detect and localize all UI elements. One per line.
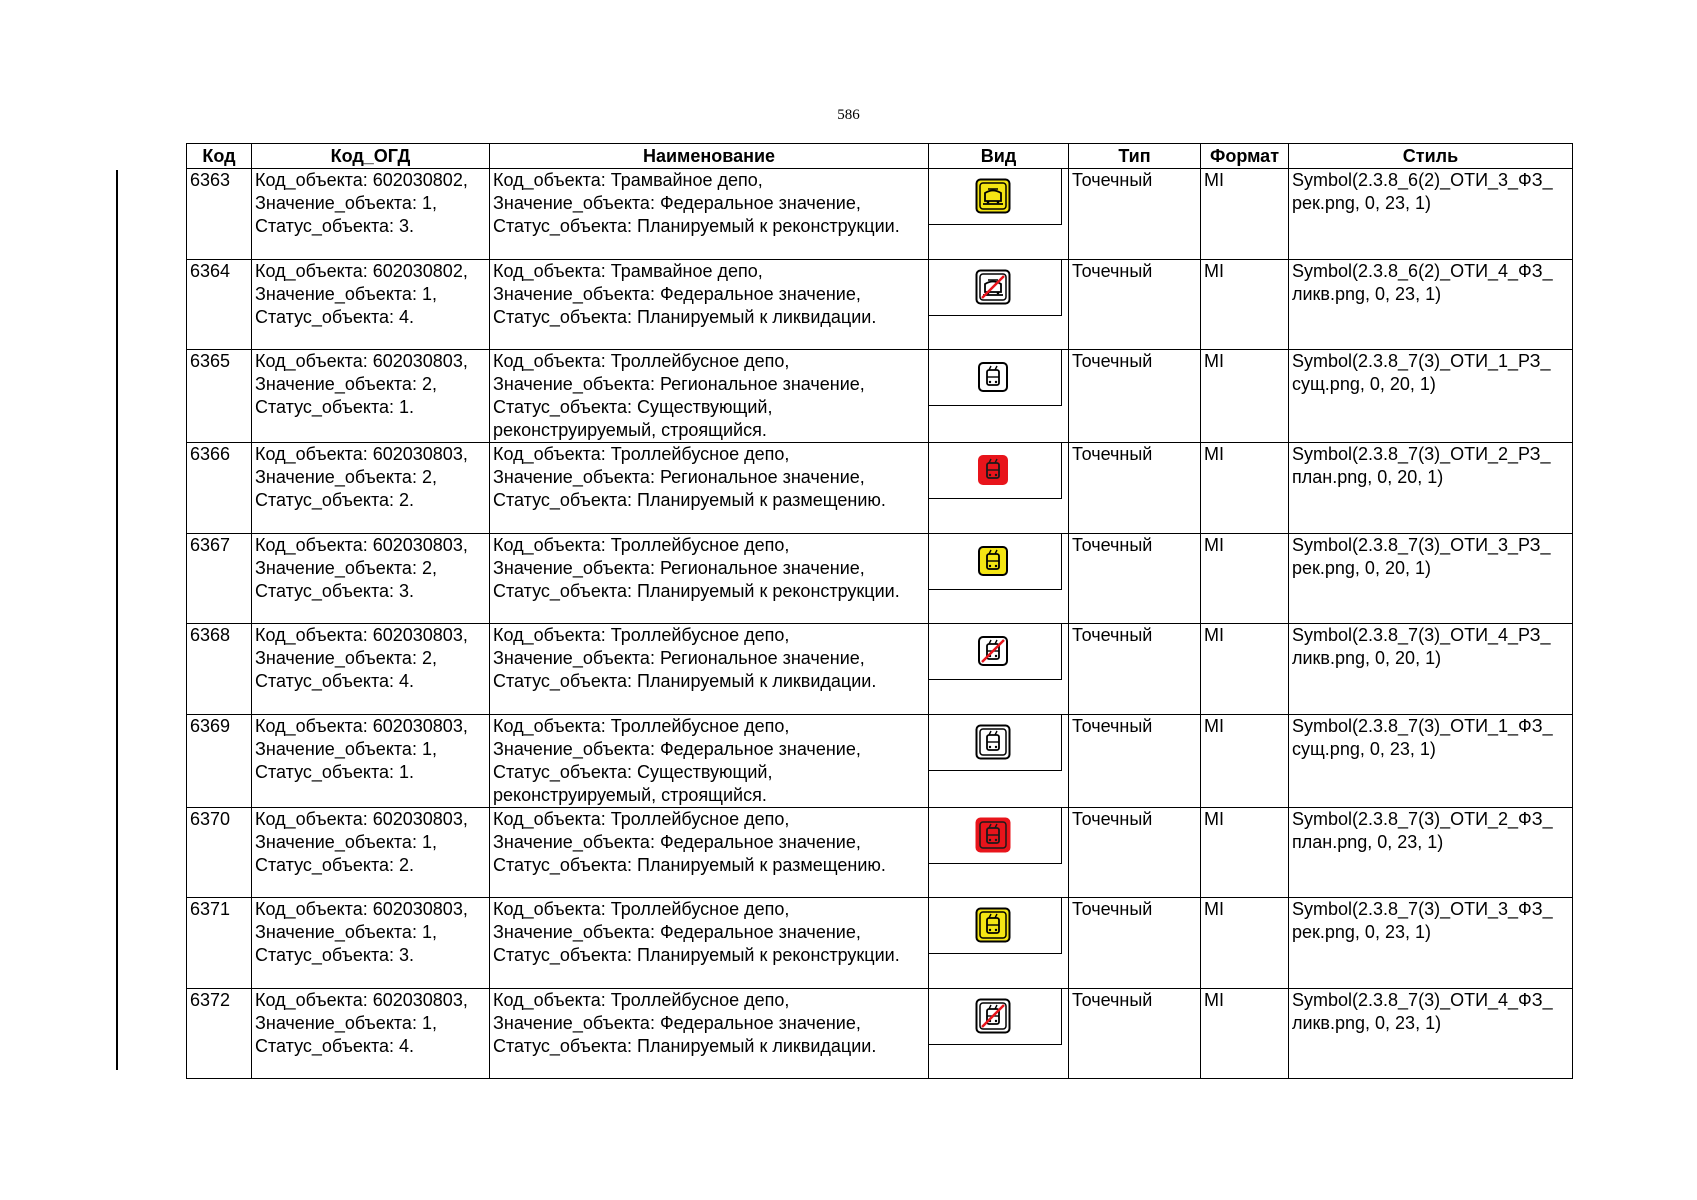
type-cell: Точечный <box>1069 807 1201 898</box>
format-cell: MI <box>1201 988 1289 1079</box>
name-cell <box>490 259 929 350</box>
name-cell-line: Значение_объекта: Федеральное значение, <box>493 922 861 942</box>
style-cell-line: ликв.png, 0, 23, 1) <box>1292 1012 1442 1033</box>
style-cell-line: Symbol(2.3.8_7(3)_ОТИ_3_ФЗ_ <box>1292 899 1553 919</box>
code-ogd-cell <box>252 988 490 1079</box>
name-cell-line: Код_объекта: Троллейбусное депо, <box>493 444 790 464</box>
code-ogd-cell-line: Код_объекта: 602030803, <box>255 625 468 645</box>
format-cell: MI <box>1201 259 1289 350</box>
style-cell <box>1289 533 1573 624</box>
name-cell-line: Статус_объекта: Планируемый к ликвидации. <box>493 671 877 691</box>
code-ogd-cell-line: Значение_объекта: 1, <box>255 831 437 852</box>
name-cell-line: Статус_объекта: Существующий, <box>493 397 773 417</box>
format-cell: MI <box>1201 714 1289 807</box>
name-cell-line: Статус_объекта: Планируемый к размещению. <box>493 490 886 510</box>
code-ogd-cell-line: Значение_объекта: 1, <box>255 283 437 304</box>
type-cell: Точечный <box>1069 259 1201 350</box>
code-ogd-cell-line: Значение_объекта: 1, <box>255 193 437 213</box>
code-ogd-cell-line: Статус_объекта: 4. <box>255 1035 415 1056</box>
view-cell <box>929 350 1069 443</box>
format-cell: MI <box>1201 624 1289 715</box>
code-ogd-cell-line: Код_объекта: 602030803, <box>255 808 468 829</box>
code-ogd-cell-line: Значение_объекта: 1, <box>255 738 437 759</box>
style-cell <box>1289 259 1573 350</box>
name-cell <box>490 898 929 989</box>
style-cell <box>1289 898 1573 989</box>
trolleybus-depot-icon <box>975 359 1011 395</box>
table-row <box>187 533 1573 624</box>
style-cell-line: рек.png, 0, 23, 1) <box>1292 193 1431 213</box>
table-row <box>187 169 1573 260</box>
name-cell-line: Код_объекта: Троллейбусное депо, <box>493 625 790 645</box>
style-cell-line: ликв.png, 0, 20, 1) <box>1292 648 1442 668</box>
type-cell: Точечный <box>1069 714 1201 807</box>
style-cell-line: ликв.png, 0, 23, 1) <box>1292 283 1442 304</box>
view-cell <box>929 259 1069 350</box>
code-ogd-cell <box>252 169 490 260</box>
symbol-frame <box>929 715 1062 771</box>
tram-depot-liquidation-icon <box>975 269 1011 305</box>
name-cell-line: Значение_объекта: Федеральное значение, <box>493 1012 861 1033</box>
type-cell: Точечный <box>1069 533 1201 624</box>
code-ogd-cell-line: Код_объекта: 602030802, <box>255 170 468 190</box>
style-cell <box>1289 807 1573 898</box>
type-cell: Точечный <box>1069 443 1201 534</box>
symbol-frame <box>929 808 1062 864</box>
table-header-row <box>187 144 1573 169</box>
style-cell <box>1289 443 1573 534</box>
trolleybus-depot-federal-planned-icon <box>975 817 1011 853</box>
name-cell <box>490 714 929 807</box>
code-ogd-cell-line: Значение_объекта: 1, <box>255 922 437 942</box>
code-ogd-cell-line: Статус_объекта: 2. <box>255 490 415 510</box>
name-cell-line: реконструируемый, строящийся. <box>493 420 767 440</box>
style-cell-line: Symbol(2.3.8_7(3)_ОТИ_3_РЗ_ <box>1292 534 1551 555</box>
code-ogd-cell-line: Статус_объекта: 4. <box>255 306 415 327</box>
page-number: 586 <box>837 107 860 123</box>
code-ogd-cell-line: Статус_объекта: 1. <box>255 397 415 417</box>
table-row <box>187 898 1573 989</box>
code-ogd-cell <box>252 350 490 443</box>
trolleybus-depot-reconstruction-icon <box>975 543 1011 579</box>
symbol-frame <box>929 534 1062 590</box>
view-cell <box>929 169 1069 260</box>
code-ogd-cell-line: Статус_объекта: 3. <box>255 945 415 965</box>
header-code-ogd: Код_ОГД <box>252 144 490 169</box>
symbol-frame <box>929 898 1062 954</box>
code-ogd-cell-line: Код_объекта: 602030803, <box>255 989 468 1010</box>
code-ogd-cell <box>252 898 490 989</box>
name-cell-line: Статус_объекта: Планируемый к реконструкции. <box>493 580 900 601</box>
type-cell: Точечный <box>1069 898 1201 989</box>
name-cell-line: Код_объекта: Трамвайное депо, <box>493 260 763 281</box>
name-cell <box>490 807 929 898</box>
code-cell: 6365 <box>187 350 252 443</box>
name-cell-line: Статус_объекта: Планируемый к реконструкции. <box>493 945 900 965</box>
code-cell: 6367 <box>187 533 252 624</box>
style-cell <box>1289 624 1573 715</box>
code-ogd-cell <box>252 624 490 715</box>
style-cell <box>1289 350 1573 443</box>
trolleybus-depot-federal-liquidation-icon <box>975 998 1011 1034</box>
table-row <box>187 350 1573 443</box>
style-cell <box>1289 714 1573 807</box>
style-cell-line: рек.png, 0, 20, 1) <box>1292 557 1431 578</box>
type-cell: Точечный <box>1069 624 1201 715</box>
format-cell: MI <box>1201 350 1289 443</box>
name-cell-line: Код_объекта: Троллейбусное депо, <box>493 808 790 829</box>
code-ogd-cell-line: Значение_объекта: 2, <box>255 467 437 487</box>
symbol-frame <box>929 443 1062 499</box>
name-cell-line: Значение_объекта: Региональное значение, <box>493 467 865 487</box>
code-ogd-cell <box>252 807 490 898</box>
table-row <box>187 988 1573 1079</box>
style-cell <box>1289 988 1573 1079</box>
symbol-frame <box>929 624 1062 680</box>
type-cell: Точечный <box>1069 350 1201 443</box>
name-cell-line: Код_объекта: Троллейбусное депо, <box>493 899 790 919</box>
type-cell: Точечный <box>1069 169 1201 260</box>
code-cell: 6368 <box>187 624 252 715</box>
view-cell <box>929 624 1069 715</box>
code-cell: 6364 <box>187 259 252 350</box>
name-cell <box>490 533 929 624</box>
name-cell-line: Код_объекта: Троллейбусное депо, <box>493 715 790 736</box>
code-ogd-cell-line: Код_объекта: 602030802, <box>255 260 468 281</box>
symbol-frame <box>929 260 1062 316</box>
code-ogd-cell-line: Код_объекта: 602030803, <box>255 715 468 736</box>
code-ogd-cell-line: Код_объекта: 602030803, <box>255 899 468 919</box>
tram-depot-icon <box>975 178 1011 214</box>
table-row <box>187 259 1573 350</box>
code-cell: 6371 <box>187 898 252 989</box>
code-ogd-cell <box>252 533 490 624</box>
name-cell <box>490 169 929 260</box>
code-ogd-cell-line: Статус_объекта: 4. <box>255 671 415 691</box>
code-ogd-cell-line: Код_объекта: 602030803, <box>255 444 468 464</box>
style-cell-line: Symbol(2.3.8_6(2)_ОТИ_4_ФЗ_ <box>1292 260 1553 281</box>
name-cell-line: Значение_объекта: Федеральное значение, <box>493 283 861 304</box>
trolleybus-depot-federal-icon <box>975 724 1011 760</box>
name-cell-line: Код_объекта: Троллейбусное депо, <box>493 534 790 555</box>
name-cell-line: Значение_объекта: Региональное значение, <box>493 374 865 394</box>
symbol-frame <box>929 989 1062 1045</box>
name-cell <box>490 624 929 715</box>
name-cell-line: Значение_объекта: Региональное значение, <box>493 557 865 578</box>
name-cell-line: Значение_объекта: Федеральное значение, <box>493 831 861 852</box>
style-cell-line: сущ.png, 0, 20, 1) <box>1292 374 1436 394</box>
style-cell <box>1289 169 1573 260</box>
code-ogd-cell-line: Значение_объекта: 2, <box>255 557 437 578</box>
format-cell: MI <box>1201 533 1289 624</box>
view-cell <box>929 714 1069 807</box>
view-cell <box>929 807 1069 898</box>
margin-line <box>116 170 118 1070</box>
trolleybus-depot-liquidation-icon <box>975 633 1011 669</box>
style-cell-line: Symbol(2.3.8_7(3)_ОТИ_1_ФЗ_ <box>1292 715 1553 736</box>
header-code: Код <box>187 144 252 169</box>
name-cell-line: Код_объекта: Троллейбусное депо, <box>493 989 790 1010</box>
code-cell: 6363 <box>187 169 252 260</box>
trolleybus-depot-federal-reconstruction-icon <box>975 907 1011 943</box>
code-ogd-cell <box>252 443 490 534</box>
code-ogd-cell-line: Значение_объекта: 2, <box>255 374 437 394</box>
type-cell: Точечный <box>1069 988 1201 1079</box>
code-ogd-cell <box>252 714 490 807</box>
name-cell <box>490 350 929 443</box>
table-row <box>187 807 1573 898</box>
style-cell-line: план.png, 0, 20, 1) <box>1292 467 1444 487</box>
table-row <box>187 624 1573 715</box>
header-view: Вид <box>929 144 1069 169</box>
header-name: Наименование <box>490 144 929 169</box>
code-cell: 6370 <box>187 807 252 898</box>
table-row <box>187 714 1573 807</box>
name-cell-line: Статус_объекта: Планируемый к ликвидации. <box>493 1035 877 1056</box>
code-ogd-cell-line: Статус_объекта: 3. <box>255 216 415 236</box>
name-cell-line: Код_объекта: Трамвайное депо, <box>493 170 763 190</box>
code-ogd-cell-line: Код_объекта: 602030803, <box>255 351 468 371</box>
code-ogd-cell-line: Код_объекта: 602030803, <box>255 534 468 555</box>
format-cell: MI <box>1201 443 1289 534</box>
style-cell-line: план.png, 0, 23, 1) <box>1292 831 1444 852</box>
name-cell-line: Значение_объекта: Федеральное значение, <box>493 738 861 759</box>
name-cell-line: реконструируемый, строящийся. <box>493 784 767 805</box>
code-ogd-cell <box>252 259 490 350</box>
trolleybus-depot-planned-icon <box>975 452 1011 488</box>
style-cell-line: Symbol(2.3.8_7(3)_ОТИ_2_ФЗ_ <box>1292 808 1553 829</box>
style-cell-line: Symbol(2.3.8_7(3)_ОТИ_1_РЗ_ <box>1292 351 1551 371</box>
code-cell: 6369 <box>187 714 252 807</box>
name-cell-line: Значение_объекта: Федеральное значение, <box>493 193 861 213</box>
style-cell-line: сущ.png, 0, 23, 1) <box>1292 738 1436 759</box>
style-cell-line: Symbol(2.3.8_7(3)_ОТИ_4_РЗ_ <box>1292 625 1551 645</box>
format-cell: MI <box>1201 169 1289 260</box>
table-row <box>187 443 1573 534</box>
style-cell-line: рек.png, 0, 23, 1) <box>1292 922 1431 942</box>
code-ogd-cell-line: Значение_объекта: 2, <box>255 648 437 668</box>
view-cell <box>929 533 1069 624</box>
style-cell-line: Symbol(2.3.8_7(3)_ОТИ_4_ФЗ_ <box>1292 989 1553 1010</box>
code-ogd-cell-line: Статус_объекта: 1. <box>255 761 415 782</box>
header-type: Тип <box>1069 144 1201 169</box>
style-cell-line: Symbol(2.3.8_7(3)_ОТИ_2_РЗ_ <box>1292 444 1551 464</box>
name-cell-line: Код_объекта: Троллейбусное депо, <box>493 351 790 371</box>
symbol-frame <box>929 169 1062 225</box>
symbol-frame <box>929 350 1062 406</box>
name-cell-line: Статус_объекта: Планируемый к реконструкции. <box>493 216 900 236</box>
name-cell <box>490 443 929 534</box>
style-cell-line: Symbol(2.3.8_6(2)_ОТИ_3_ФЗ_ <box>1292 170 1553 190</box>
header-format: Формат <box>1201 144 1289 169</box>
header-style: Стиль <box>1289 144 1573 169</box>
name-cell-line: Статус_объекта: Планируемый к размещению. <box>493 854 886 875</box>
code-ogd-cell-line: Значение_объекта: 1, <box>255 1012 437 1033</box>
code-ogd-cell-line: Статус_объекта: 3. <box>255 580 415 601</box>
code-cell: 6372 <box>187 988 252 1079</box>
view-cell <box>929 898 1069 989</box>
name-cell <box>490 988 929 1079</box>
name-cell-line: Статус_объекта: Существующий, <box>493 761 773 782</box>
name-cell-line: Статус_объекта: Планируемый к ликвидации. <box>493 306 877 327</box>
view-cell <box>929 988 1069 1079</box>
format-cell: MI <box>1201 898 1289 989</box>
format-cell: MI <box>1201 807 1289 898</box>
code-ogd-cell-line: Статус_объекта: 2. <box>255 854 415 875</box>
symbol-table <box>186 143 1573 1079</box>
code-cell: 6366 <box>187 443 252 534</box>
view-cell <box>929 443 1069 534</box>
name-cell-line: Значение_объекта: Региональное значение, <box>493 648 865 668</box>
